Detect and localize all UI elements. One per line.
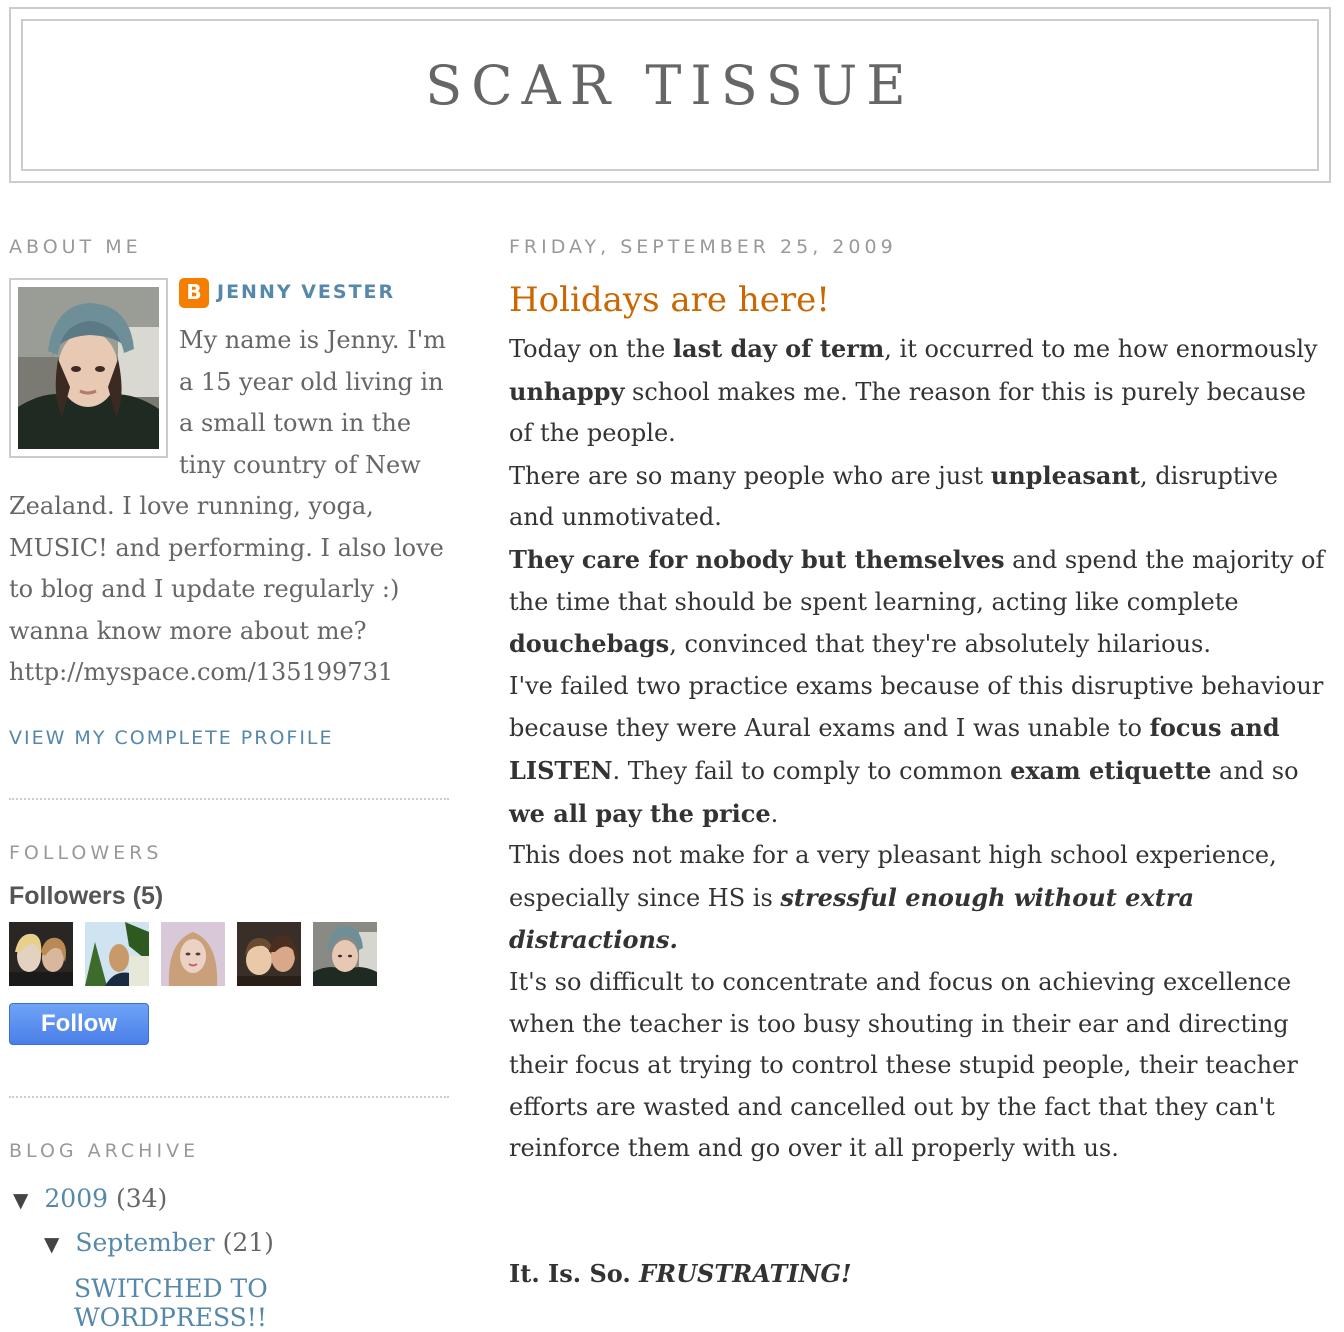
- triangle-down-icon[interactable]: ▼: [44, 1232, 60, 1256]
- main-content: [509, 236, 1329, 1295]
- follower-avatar[interactable]: [9, 922, 73, 986]
- post-paragraph: It. Is. So. FRUSTRATING!: [509, 1258, 852, 1288]
- post-paragraph: They care for nobody but themselves and spend the majority of the time that should be spent learning, acting like complete douchebags, convinced that they're absolutely hilarious.: [509, 544, 1325, 659]
- blog-title[interactable]: SCAR TISSUE: [425, 53, 915, 117]
- post-paragraph: I've failed two practice exams because of this disruptive behaviour because they were Aural exams and I was unable to focus and LISTEN. They fail to comply to common exam etiquette and so we all pay the price.: [509, 671, 1324, 828]
- sidebar: [9, 236, 449, 1332]
- post-paragraph: This does not make for a very pleasant high school experience, especially since HS is stressful enough without extra distractions.: [509, 841, 1277, 955]
- profile-name-row: [179, 278, 449, 308]
- archive-year-count: (34): [115, 1184, 168, 1213]
- follower-avatar[interactable]: [313, 922, 377, 986]
- followers-heading: FOLLOWERS: [9, 842, 163, 864]
- follower-avatar[interactable]: [85, 922, 149, 986]
- archive-year-row: [13, 1184, 167, 1213]
- post-spacer: [509, 1170, 1329, 1253]
- followers-title: Followers (5): [9, 882, 164, 910]
- post-paragraph: Today on the last day of term, it occurred to me how enormously unhappy school makes me. The reason for this is purely because of the people.: [509, 334, 1318, 448]
- profile-photo-image: [18, 287, 159, 449]
- blog-archive-heading: BLOG ARCHIVE: [9, 1140, 200, 1162]
- post-paragraph: There are so many people who are just unpleasant, disruptive and unmotivated.: [509, 460, 1278, 532]
- post-date: FRIDAY, SEPTEMBER 25, 2009: [509, 236, 897, 258]
- post-title[interactable]: Holidays are here!: [509, 280, 830, 320]
- follower-avatar[interactable]: [161, 922, 225, 986]
- archive-post-row: [74, 1274, 449, 1332]
- sidebar-divider: [9, 798, 449, 800]
- archive-post-link[interactable]: SWITCHED TO WORDPRESS!!: [74, 1274, 268, 1332]
- archive-month-count: (21): [222, 1228, 274, 1257]
- post-body: [509, 328, 1329, 1295]
- archive-month-row: [44, 1228, 274, 1257]
- post-paragraph: It's so difficult to concentrate and focus on achieving excellence when the teacher is too busy shouting in their ear and directing their focus at trying to control these stupid people, their teacher efforts are wasted and cancelled out by the fact that they can't reinforce them and go over it all properly with us.: [509, 967, 1298, 1163]
- blog-header-inner: [21, 19, 1319, 171]
- about-me-heading: ABOUT ME: [9, 236, 142, 258]
- archive-month-link[interactable]: September: [75, 1228, 215, 1257]
- profile-photo[interactable]: [9, 278, 168, 458]
- follower-avatars: [9, 922, 389, 986]
- blog-header: [9, 7, 1331, 183]
- blogger-icon: B: [179, 278, 209, 308]
- triangle-down-icon[interactable]: ▼: [13, 1188, 29, 1212]
- profile-name-link[interactable]: JENNY VESTER: [217, 281, 396, 304]
- archive-year-link[interactable]: 2009: [44, 1184, 109, 1213]
- follower-avatar[interactable]: [237, 922, 301, 986]
- sidebar-divider: [9, 1096, 449, 1098]
- follow-button[interactable]: Follow: [9, 1003, 149, 1045]
- view-complete-profile-link[interactable]: VIEW MY COMPLETE PROFILE: [9, 726, 334, 749]
- profile: [9, 278, 449, 759]
- profile-bio: My name is Jenny. I'm a 15 year old living in a small town in the tiny country of New Zealand. I love running, yoga, MUSIC! and performing. I also love to blog and I update regularly :) wanna know more about me? http://myspace.com/135199731: [9, 326, 446, 686]
